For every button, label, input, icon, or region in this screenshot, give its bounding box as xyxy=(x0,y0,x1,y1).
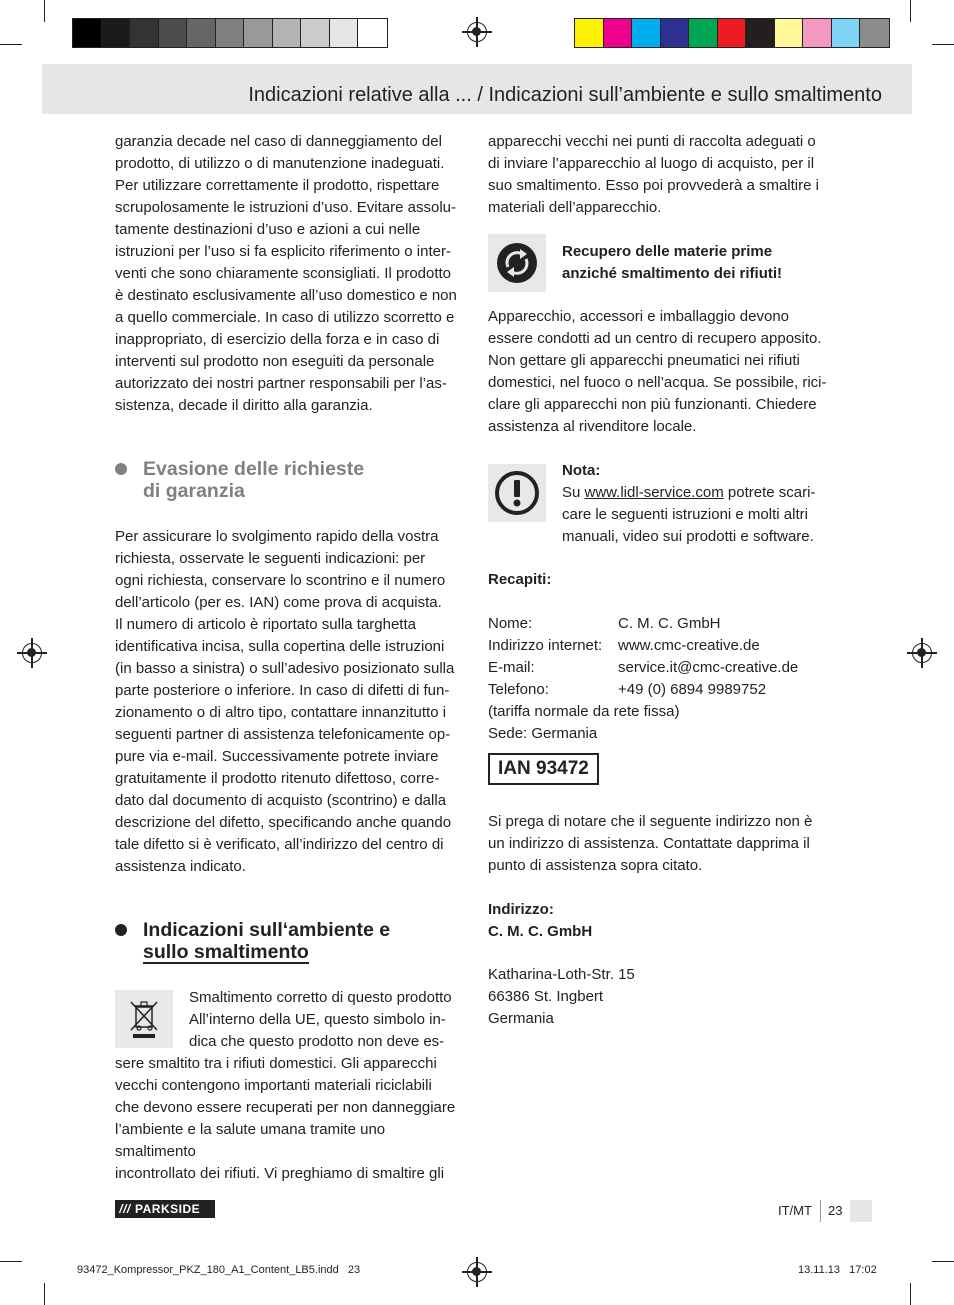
text-line: l’ambiente e la salute umana tramite uno smaltimento xyxy=(115,1121,386,1160)
crop-mark xyxy=(932,44,954,45)
text-line: clare gli apparecchi non più funzionanti. Chiedere xyxy=(488,396,817,413)
color-swatch xyxy=(832,19,861,47)
address-title: Indirizzo: xyxy=(488,901,554,918)
contact-row xyxy=(488,635,760,657)
heading-line: Evasione delle richieste xyxy=(143,458,365,480)
color-swatch xyxy=(159,19,188,47)
heading-line: Indicazioni sull‘ambiente e xyxy=(143,919,391,941)
text-line: Il numero di articolo è riportato sulla targhetta xyxy=(115,616,416,633)
text-line: All’interno della UE, questo simbolo in- xyxy=(189,1011,446,1028)
exclamation-icon xyxy=(488,464,546,522)
text-line: interventi sul prodotto non eseguiti da personale xyxy=(115,353,435,370)
color-swatch xyxy=(187,19,216,47)
text-line: gratuitamente il prodotto ritenuto difettoso, corre- xyxy=(115,770,440,787)
language-code: IT/MT xyxy=(778,1203,812,1218)
text-line: sere smaltito tra i rifiuti domestici. Gli apparecchi xyxy=(115,1055,437,1072)
text-line: inappropriato, di esercizio della forza e in caso di xyxy=(115,331,440,348)
color-swatch xyxy=(661,19,690,47)
note-line xyxy=(562,482,842,504)
left-para-2 xyxy=(115,526,465,878)
color-swatch xyxy=(273,19,302,47)
left-para-3 xyxy=(115,1053,465,1185)
text-line: Si prega di notare che il seguente indirizzo non è xyxy=(488,813,813,830)
left-para-1 xyxy=(115,131,465,417)
text-line: di inviare l’apparecchio al luogo di acquisto, per il xyxy=(488,155,815,172)
text-line: Per utilizzare correttamente il prodotto, rispettare xyxy=(115,177,440,194)
text-line: richiesta, osservate le seguenti indicazioni: per xyxy=(115,550,426,567)
parkside-logo xyxy=(115,1200,215,1218)
logo-text: PARKSIDE xyxy=(135,1202,201,1216)
bullet-icon xyxy=(115,463,127,475)
text-line: domestici, nel fuoco o nell’acqua. Se possibile, rici- xyxy=(488,374,827,391)
page-title: Indicazioni relative alla ... / Indicazioni sull’ambiente e sullo smaltimento xyxy=(248,84,882,106)
text-line: parte posteriore o inferiore. In caso di difetti di fun- xyxy=(115,682,450,699)
registration-mark-icon xyxy=(22,643,42,663)
contact-row xyxy=(488,613,721,635)
color-swatch xyxy=(775,19,804,47)
text-line: zionamento o di altro tipo, contattare innanzitutto i xyxy=(115,704,447,721)
recycle-heading xyxy=(562,241,782,285)
slug-file-name: 93472_Kompressor_PKZ_180_A1_Content_LB5.indd 23 xyxy=(77,1264,361,1276)
registration-mark-icon xyxy=(467,22,487,42)
registration-mark-icon xyxy=(912,643,932,663)
text-line: descrizione del difetto, specificando anche quando xyxy=(115,814,452,831)
note-prefix: Su xyxy=(562,484,585,501)
text-line: dato dal documento di acquisto (scontrino) e dalla xyxy=(115,792,447,809)
ian-box: IAN 93472 xyxy=(488,753,599,785)
text-line: essere condotti ad un centro di recupero apposito. xyxy=(488,330,822,347)
text-line: pure via e-mail. Successivamente potrete inviare xyxy=(115,748,439,765)
crop-mark xyxy=(910,0,911,22)
contact-value: www.cmc-creative.de xyxy=(618,637,760,654)
color-bar xyxy=(574,18,890,48)
text-line: punto di assistenza sopra citato. xyxy=(488,857,703,874)
section-heading-warranty xyxy=(143,458,364,502)
contact-value: service.it@cmc-creative.de xyxy=(618,659,799,676)
color-swatch xyxy=(330,19,359,47)
text-line: assistenza al rivenditore locale. xyxy=(488,418,697,435)
recycle-heading-line: anziché smaltimento dei rifiuti! xyxy=(562,265,783,282)
text-line: tale difetto si è verificato, all’indirizzo del centro di xyxy=(115,836,444,853)
text-line: un indirizzo di assistenza. Contattate dapprima il xyxy=(488,835,810,852)
address-company: C. M. C. GmbH xyxy=(488,923,593,940)
text-line: dell’articolo (per es. IAN) come prova di acquista. xyxy=(115,594,442,611)
heading-line: sullo smaltimento xyxy=(143,941,309,963)
registration-mark-icon xyxy=(467,1262,487,1282)
crop-mark xyxy=(910,1283,911,1305)
section-heading-environment xyxy=(143,919,390,964)
text-line: identificativa incisa, sulla copertina delle istruzioni xyxy=(115,638,445,655)
slug-date: 13.11.13 17:02 xyxy=(798,1264,877,1276)
text-line: prodotto, di utilizzo o di manutenzione inadeguati. xyxy=(115,155,445,172)
contact-label: Telefono: xyxy=(488,681,549,698)
text-line: Katharina-Loth-Str. 15 xyxy=(488,966,635,983)
weee-bin-icon xyxy=(115,990,173,1048)
text-line: materiali dell’apparecchio. xyxy=(488,199,662,216)
crop-mark xyxy=(0,1261,22,1262)
lidl-service-link[interactable]: www.lidl-service.com xyxy=(584,484,724,501)
text-line: ogni richiesta, conservare lo scontrino e il numero xyxy=(115,572,446,589)
note-lines xyxy=(562,504,842,548)
color-swatch xyxy=(73,19,102,47)
color-swatch xyxy=(301,19,330,47)
crop-mark xyxy=(932,1261,954,1262)
text-line: autorizzato dei nostri partner responsabili per l’as- xyxy=(115,375,447,392)
text-line: assistenza indicato. xyxy=(115,858,246,875)
text-line: tamente destinazioni d’uso e azioni a cui nelle xyxy=(115,221,421,238)
color-swatch xyxy=(860,19,889,47)
note-suffix: potrete scari- xyxy=(723,484,816,501)
text-line: garanzia decade nel caso di danneggiamento del xyxy=(115,133,442,150)
color-swatch xyxy=(216,19,245,47)
text-line: sistenza, decade il diritto alla garanzia. xyxy=(115,397,373,414)
text-line: a quello commerciale. In caso di utilizzo scorretto e xyxy=(115,309,455,326)
color-swatch xyxy=(718,19,747,47)
page-number: 23 xyxy=(828,1203,843,1218)
recapiti-title: Recapiti: xyxy=(488,571,552,588)
text-line: seguenti partner di assistenza telefonicamente op- xyxy=(115,726,451,743)
logo-stripes-icon: /// xyxy=(119,1202,131,1216)
address-lines xyxy=(488,964,838,1030)
note-block xyxy=(562,460,842,548)
color-swatch xyxy=(358,19,387,47)
right-para-3 xyxy=(488,811,838,877)
contact-label: Indirizzo internet: xyxy=(488,637,603,654)
note-title: Nota: xyxy=(562,462,601,479)
color-swatch xyxy=(244,19,273,47)
color-swatch xyxy=(632,19,661,47)
contact-value: +49 (0) 6894 9989752 xyxy=(618,681,767,698)
right-para-1 xyxy=(488,131,838,219)
text-line: Per assicurare lo svolgimento rapido della vostra xyxy=(115,528,439,545)
bullet-icon xyxy=(115,924,127,936)
text-line: care le seguenti istruzioni e molti altri xyxy=(562,506,808,523)
recycle-icon xyxy=(488,234,546,292)
page-number-tab xyxy=(850,1200,872,1222)
text-line: scrupolosamente le istruzioni d’uso. Evitare assolu- xyxy=(115,199,456,216)
address-block xyxy=(488,899,592,943)
color-swatch xyxy=(102,19,131,47)
text-line: istruzioni per l’uso si fa esplicito riferimento o inter- xyxy=(115,243,451,260)
contact-row xyxy=(488,657,798,679)
text-line: Germania xyxy=(488,1010,554,1027)
right-para-2 xyxy=(488,306,838,438)
text-line: suo smaltimento. Esso poi provvederà a smaltire i xyxy=(488,177,819,194)
color-swatch xyxy=(575,19,604,47)
color-swatch xyxy=(130,19,159,47)
gray-color-bar xyxy=(72,18,388,48)
left-para-3-short xyxy=(189,987,469,1053)
sede-text: Sede: Germania xyxy=(488,725,598,742)
color-swatch xyxy=(746,19,775,47)
footer-divider xyxy=(820,1200,821,1222)
text-line: 66386 St. Ingbert xyxy=(488,988,604,1005)
text-line: è destinato esclusivamente all’uso domestico e non xyxy=(115,287,457,304)
text-line: manuali, video sui prodotti e software. xyxy=(562,528,814,545)
text-line: Apparecchio, accessori e imballaggio devono xyxy=(488,308,790,325)
contact-value: C. M. C. GmbH xyxy=(618,615,721,632)
text-line: Non gettare gli apparecchi pneumatici nei rifiuti xyxy=(488,352,800,369)
contact-label: Nome: xyxy=(488,615,533,632)
text-line: apparecchi vecchi nei punti di raccolta adeguati o xyxy=(488,133,816,150)
text-line: (in basso a sinistra) o sull’adesivo posizionato sulla xyxy=(115,660,455,677)
color-swatch xyxy=(803,19,832,47)
color-swatch xyxy=(604,19,633,47)
text-line: venti che sono chiaramente sconsigliati. Il prodotto xyxy=(115,265,452,282)
text-line: Smaltimento corretto di questo prodotto xyxy=(189,989,452,1006)
contact-label: E-mail: xyxy=(488,659,535,676)
crop-mark xyxy=(0,44,22,45)
recycle-heading-line: Recupero delle materie prime xyxy=(562,243,773,260)
text-line: incontrollato dei rifiuti. Vi preghiamo di smaltire gli xyxy=(115,1165,445,1182)
text-line: dica che questo prodotto non deve es- xyxy=(189,1033,445,1050)
text-line: vecchi contengono importanti materiali riciclabili xyxy=(115,1077,432,1094)
heading-line: di garanzia xyxy=(143,480,245,502)
color-swatch xyxy=(689,19,718,47)
text-line: che devono essere recuperati per non danneggiare xyxy=(115,1099,456,1116)
tariff-text: (tariffa normale da rete fissa) xyxy=(488,703,680,720)
crop-mark xyxy=(44,1283,45,1305)
contact-row xyxy=(488,679,766,701)
crop-mark xyxy=(44,0,45,22)
